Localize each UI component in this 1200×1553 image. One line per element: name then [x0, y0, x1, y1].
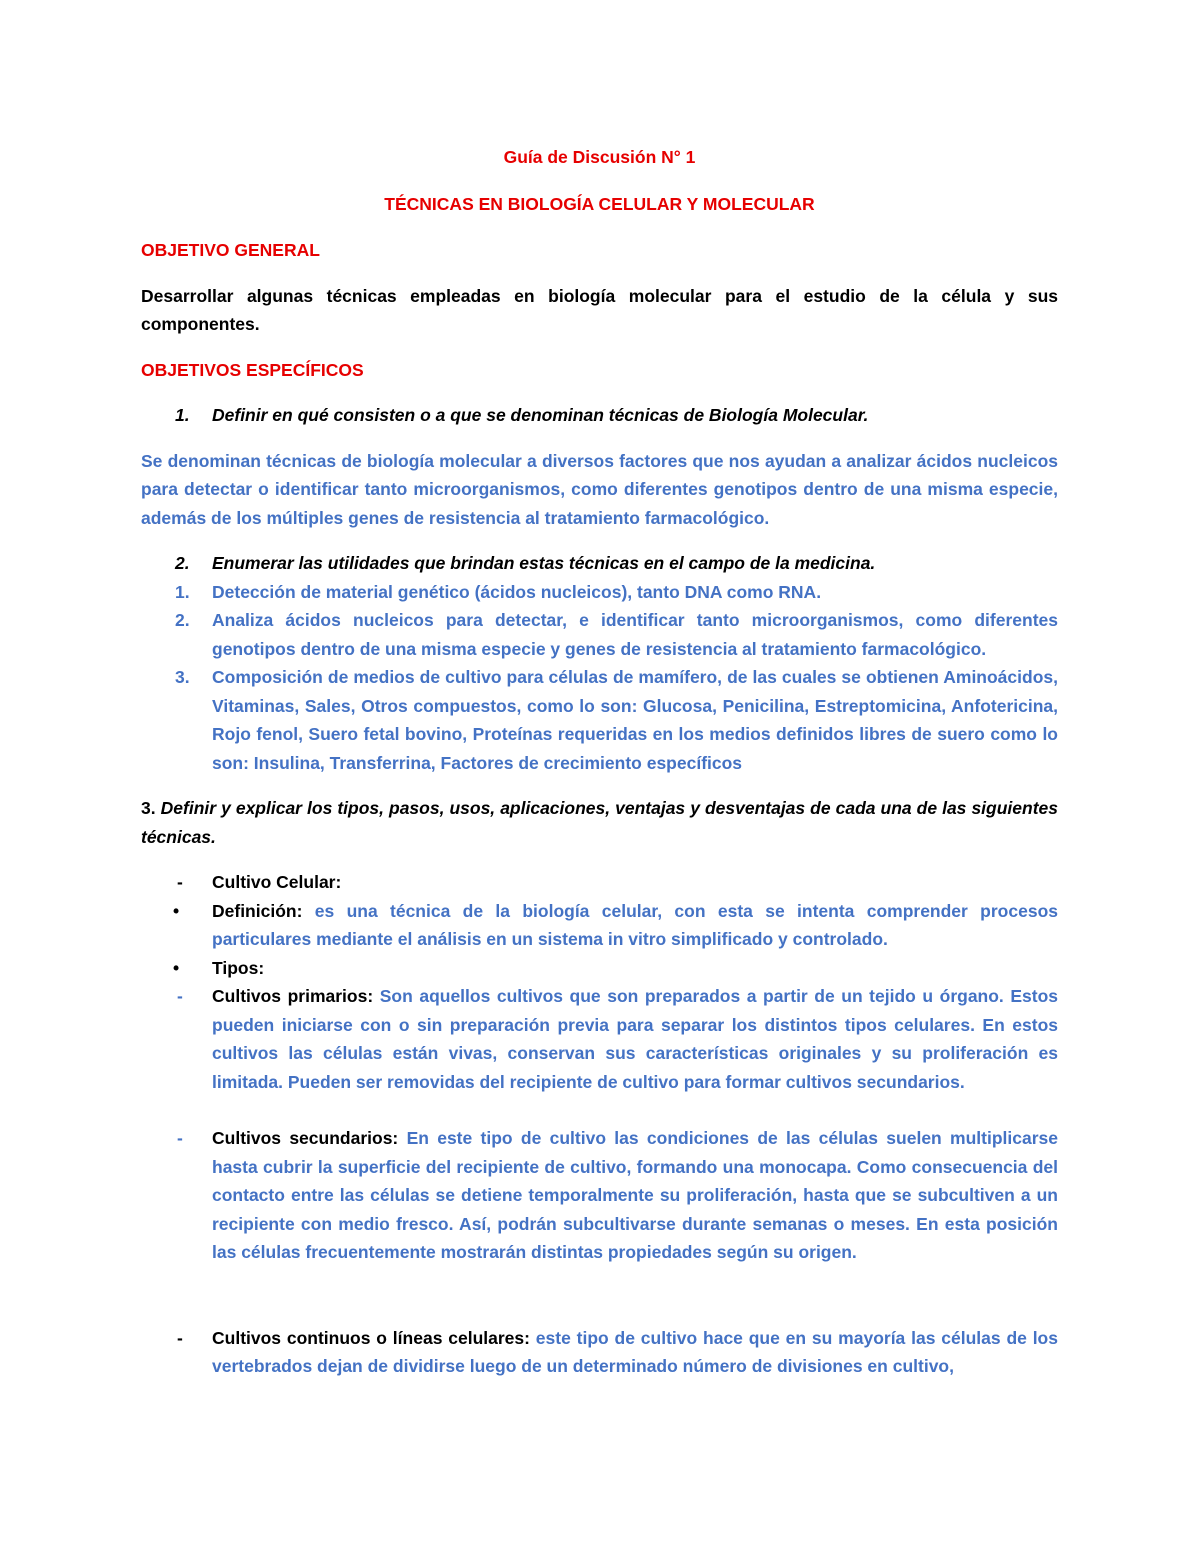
objetivos-especificos-heading: OBJETIVOS ESPECÍFICOS — [141, 359, 364, 380]
question-2-text: Enumerar las utilidades que brindan estas técnicas en el campo de la medicina. — [212, 553, 876, 573]
document-content — [141, 143, 1058, 1381]
answer-2-item-number: 2. — [175, 610, 190, 630]
definicion-label: Definición: — [212, 900, 303, 921]
cultivos-primarios-paragraph — [212, 982, 1058, 1096]
cultivos-continuos-row — [141, 1324, 1058, 1381]
question-2 — [141, 549, 1058, 578]
cultivos-secundarios-row — [141, 1124, 1058, 1267]
cultivo-celular-heading-row — [141, 868, 1058, 897]
objetivo-general-heading: OBJETIVO GENERAL — [141, 240, 320, 260]
bullet-marker: • — [173, 957, 180, 978]
question-1-text: Definir en qué consisten o a que se denominan técnicas de Biología Molecular. — [212, 405, 869, 425]
answer-2-item-number: 1. — [175, 581, 190, 602]
definicion-paragraph — [212, 897, 1058, 954]
answer-2-item-3 — [141, 663, 1058, 777]
question-3 — [141, 794, 1058, 851]
tipos-row — [141, 954, 1058, 983]
question-1-number: 1. — [175, 405, 190, 425]
cultivos-continuos-paragraph — [212, 1324, 1058, 1381]
answer-1: Se denominan técnicas de biología molecular a diversos factores que nos ayudan a analizar ácidos nucleicos para detectar o identificar tanto microorganismos, como diferentes genotipos dentro de una misma especie, además de los múltiples genes de resistencia al tratamiento farmacológico. — [141, 450, 1058, 528]
document-title: Guía de Discusión N° 1 — [503, 147, 696, 167]
answer-2-item-number: 3. — [175, 667, 190, 687]
answer-2-item-text: Analiza ácidos nucleicos para detectar, e identificar tanto microorganismos, como diferentes genotipos dentro de una misma especie y genes de resistencia al tratamiento farmacológico. — [212, 610, 1058, 659]
cultivos-continuos-label: Cultivos continuos o líneas celulares: — [212, 1327, 530, 1348]
question-3-text: Definir y explicar los tipos, pasos, usos, aplicaciones, ventajas y desventajas de cada una de las siguientes técnicas. — [141, 798, 1058, 847]
objetivo-general-text: Desarrollar algunas técnicas empleadas en biología molecular para el estudio de la célula y sus componentes. — [141, 285, 1058, 334]
dash-marker: - — [177, 986, 183, 1006]
dash-marker: - — [177, 1128, 183, 1148]
cultivos-primarios-label: Cultivos primarios: — [212, 986, 374, 1006]
cultivos-secundarios-paragraph — [212, 1124, 1058, 1267]
cultivo-celular-heading: Cultivo Celular: — [212, 872, 342, 892]
answer-2-item-text: Detección de material genético (ácidos nucleicos), tanto DNA como RNA. — [212, 581, 822, 602]
definicion-row — [141, 897, 1058, 954]
dash-marker: - — [177, 1327, 183, 1348]
answer-2-item-1 — [141, 578, 1058, 607]
cultivos-primarios-row — [141, 982, 1058, 1096]
cultivos-secundarios-text: En este tipo de cultivo las condiciones de las células suelen multiplicarse hasta cubrir la superficie del recipiente de cultivo, formando una monocapa. Como consecuencia del contacto entre las células se detiene temporalmente su proliferación, hasta que se subcultiven a un recipiente con medio fresco. Así, podrán subcultivarse durante semanas o meses. En esta posición las células frecuentemente mostrarán distintas propiedades según su origen. — [212, 1128, 1058, 1262]
question-3-number: 3. — [141, 798, 156, 818]
definicion-text: es una técnica de la biología celular, con esta se intenta comprender procesos particulares mediante el análisis en un sistema in vitro simplificado y controlado. — [212, 900, 1058, 949]
answer-2-item-text: Composición de medios de cultivo para células de mamífero, de las cuales se obtienen Aminoácidos, Vitaminas, Sales, Otros compuestos, como lo son: Glucosa, Penicilina, Estreptomicina, Anfotericina, Rojo fenol, Suero fetal bovino, Proteínas requeridas en los medios definidos libres de suero como lo son: Insulina, Transferrina, Factores de crecimiento específicos — [212, 667, 1058, 773]
cultivos-continuos-text: este tipo de cultivo hace que en su mayoría las células de los vertebrados dejan de dividirse luego de un determinado número de divisiones en cultivo, — [212, 1327, 1058, 1376]
tipos-label: Tipos: — [212, 957, 265, 978]
cultivos-primarios-text: Son aquellos cultivos que son preparados a partir de un tejido u órgano. Estos pueden iniciarse con o sin preparación previa para separar los distintos tipos celulares. En estos cultivos las células están vivas, conservan sus características originales y su proliferación es limitada. Pueden ser removidas del recipiente de cultivo para formar cultivos secundarios. — [212, 986, 1058, 1092]
question-1 — [141, 401, 1058, 430]
bullet-marker: • — [173, 900, 180, 921]
answer-2-item-2 — [141, 606, 1058, 663]
question-2-number: 2. — [175, 553, 190, 573]
cultivos-secundarios-label: Cultivos secundarios: — [212, 1128, 399, 1148]
document-subtitle: TÉCNICAS EN BIOLOGÍA CELULAR Y MOLECULAR — [384, 193, 815, 214]
dash-marker: - — [177, 872, 183, 892]
